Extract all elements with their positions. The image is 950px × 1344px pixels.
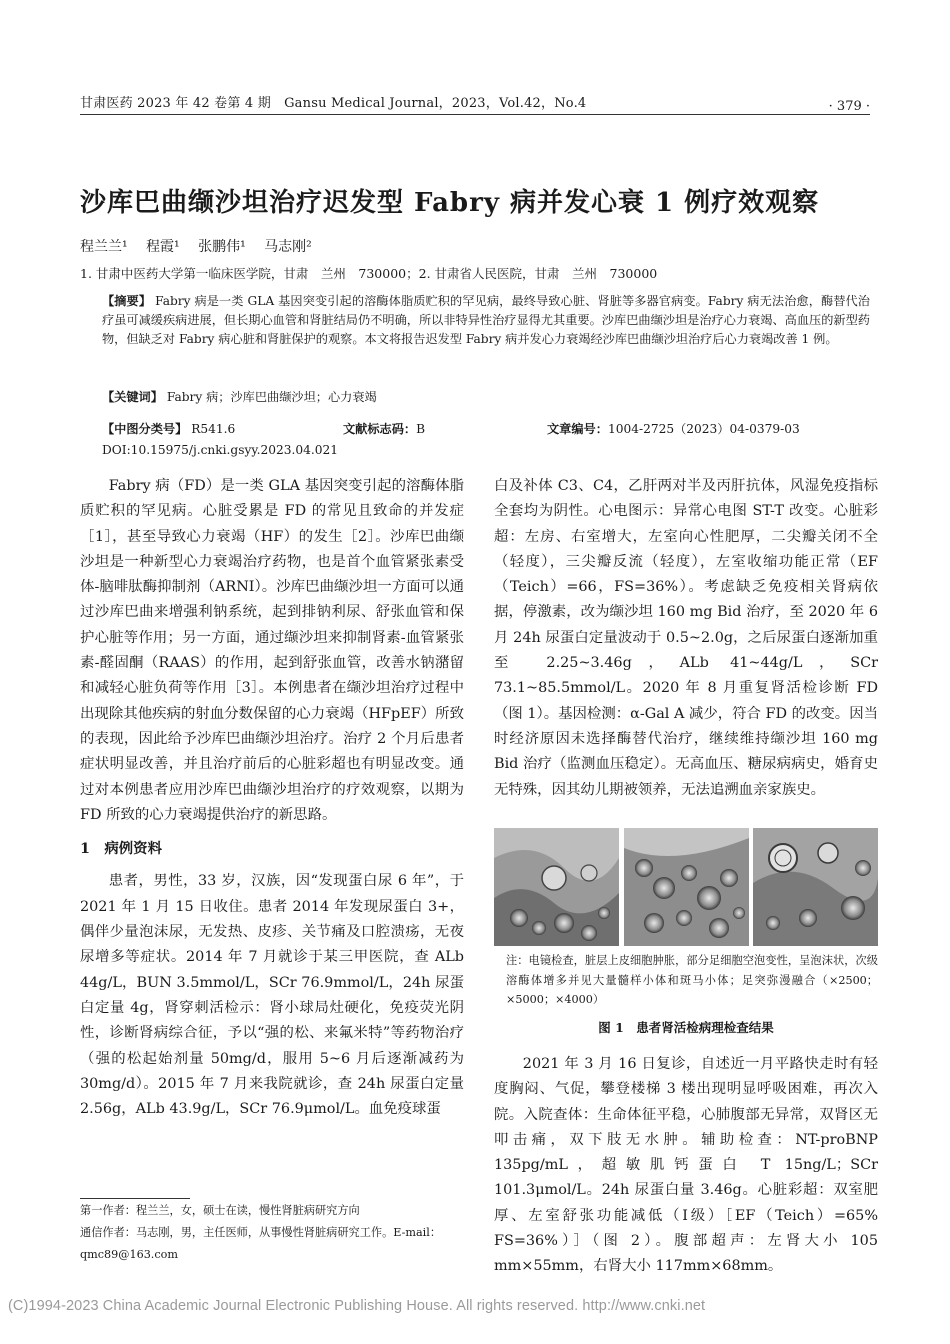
corresponding-author-note: 通信作者：马志刚，男，主任医师，从事慢性肾脏病研究工作。E-mail：qmc89@163.com: [80, 1226, 442, 1261]
copyright-watermark: (C)1994-2023 China Academic Journal Electronic Publishing House. All rights reserved. http://www.cnki.net: [8, 1298, 706, 1314]
article-title: 沙库巴曲缬沙坦治疗迟发型 Fabry 病并发心衰 1 例疗效观察: [80, 188, 820, 218]
abstract-label: 【摘要】: [102, 294, 152, 308]
article-no-value: 1004-2725（2023）04-0379-03: [607, 422, 800, 436]
left-column: [80, 474, 464, 1122]
doc-code-label: 文献标志码：: [343, 422, 417, 436]
keywords-text: Fabry 病；沙库巴曲缬沙坦；心力衰竭: [166, 390, 377, 404]
footnote-rule: [80, 1198, 190, 1199]
micrograph-panel-3: [753, 828, 878, 946]
article-number: [547, 420, 800, 437]
first-author-note: 第一作者：程兰兰，女，硕士在读，慢性肾脏病研究方向: [80, 1204, 360, 1217]
electron-micrograph-panels: [494, 828, 878, 946]
continued-paragraph: 白及补体 C3、C4，乙肝两对半及丙肝抗体，风湿免疫指标全套均为阴性。心电图示：异常心电图 ST-T 改变。心脏彩超：左房、右室增大，左室向心性肥厚，二尖瓣关闭不全（轻度），三尖瓣反流（轻度），左室收缩功能正常（EF（Teich）=66，FS=36%）。考虑缺乏免疫相关肾病依据，停激素，改为缬沙坦 160 mg Bid 治疗，至 2020 年 6 月 24h 尿蛋白定量波动于 0.5~2.0g，之后尿蛋白逐渐加重至 2.25~3.46g，ALb 41~44g/L，SCr 73.1~85.5mmol/L。2020 年 8 月重复肾活检诊断 FD（图 1）。基因检测：α-Gal A 减少，符合 FD 的改变。因当时经济原因未选择酶替代治疗，继续维持缬沙坦 160 mg Bid 治疗（监测血压稳定）。无高血压、糖尿病病史，婚育史无特殊，因其幼儿期被领养，无法追溯血亲家族史。: [494, 478, 878, 798]
running-header: 甘肃医药 2023 年 42 卷第 4 期 Gansu Medical Journal，2023，Vol.42，No.4: [80, 96, 587, 111]
keywords-label: 【关键词】: [102, 390, 163, 404]
abstract: [102, 292, 870, 349]
figure-caption: 图 1 患者肾活检病理检查结果: [598, 1020, 774, 1035]
header-rule: [80, 114, 870, 115]
clc-label: 【中图分类号】: [102, 422, 188, 436]
figure-1: [494, 828, 878, 946]
clc-number: [102, 420, 235, 437]
right-column: [494, 474, 878, 803]
figure-note: 注：电镜检查，脏层上皮细胞肿胀，部分足细胞空泡变性，呈泡沫状，次级溶酶体增多并见大量髓样小体和斑马小体；足突弥漫融合（×2500；×5000；×4000）: [506, 954, 878, 1006]
followup-paragraph: 2021 年 3 月 16 日复诊，自述近一月平路快走时有轻度胸闷、气促，攀登楼梯 3 楼出现明显呼吸困难，再次入院。入院查体：生命体征平稳，心肺腹部无异常，双肾区无叩击痛，双下肢无水肿。辅助检查：NT-proBNP 135pg/mL，超敏肌钙蛋白 T 15ng/L；SCr 101.3μmol/L。24h 尿蛋白量 3.46g。心脏彩超：双室肥厚、左室舒张功能减低（Ⅰ级）［EF（Teich）=65% FS=36%）］（图 2）。腹部超声：左肾大小 105 mm×55mm，右肾大小 117mm×68mm。: [494, 1056, 878, 1275]
page-number: · 379 ·: [828, 99, 870, 114]
keywords: [102, 388, 377, 405]
document-code: [343, 420, 425, 437]
section-heading: 1 病例资料: [80, 840, 162, 858]
affiliations: 1. 甘肃中医药大学第一临床医学院，甘肃 兰州 730000；2. 甘肃省人民医院，甘肃 兰州 730000: [80, 266, 658, 281]
case-paragraph: 患者，男性，33 岁，汉族，因“发现蛋白尿 6 年”，于 2021 年 1 月 15 日收住。患者 2014 年发现尿蛋白 3+，偶伴少量泡沫尿，无发热、皮疹、关节痛及口腔溃疡，无夜尿增多等症状。2014 年 7 月就诊于某三甲医院，查 ALb 44g/L，BUN 3.5mmol/L，SCr 76.9mmol/L，24h 尿蛋白定量 4g，肾穿刺活检示：肾小球局灶硬化，免疫荧光阴性，诊断肾病综合征，予以“强的松、来氟米特”等药物治疗（强的松起始剂量 50mg/d，服用 5~6 月后逐渐减药为 30mg/d）。2015 年 7 月来我院就诊，查 24h 尿蛋白定量 2.56g，ALb 43.9g/L，SCr 76.9μmol/L。血免疫球蛋: [80, 873, 464, 1118]
clc-value: R541.6: [191, 422, 236, 436]
micrograph-panel-2: [624, 828, 749, 946]
right-column-lower: [494, 1052, 878, 1280]
article-no-label: 文章编号：: [547, 422, 608, 436]
intro-paragraph: Fabry 病（FD）是一类 GLA 基因突变引起的溶酶体脂质贮积的罕见病。心脏受累是 FD 的常见且致命的并发症［1］，甚至导致心力衰竭（HF）的发生［2］。沙库巴曲缬沙坦是一种新型心力衰竭治疗药物，也是首个血管紧张素受体-脑啡肽酶抑制剂（ARNI）。沙库巴曲缬沙坦一方面可以通过沙库巴曲来增强利钠系统，起到排钠利尿、舒张血管和保护心脏等作用；另一方面，通过缬沙坦来抑制肾素-血管紧张素-醛固酮（RAAS）的作用，起到舒张血管，改善水钠潴留和减轻心脏负荷等作用［3］。本例患者在缬沙坦治疗过程中出现除其他疾病的射血分数保留的心力衰竭（HFpEF）所致的表现，因此给予沙库巴曲缬沙坦治疗。治疗 2 个月后患者症状明显改善，并且治疗前后的心脏彩超也有明显改变。通过对本例患者应用沙库巴曲缬沙坦治疗的疗效观察，以期为 FD 所致的心力衰竭提供治疗的新思路。: [80, 478, 464, 823]
abstract-text: Fabry 病是一类 GLA 基因突变引起的溶酶体脂质贮积的罕见病，最终导致心脏、肾脏等多器官病变。Fabry 病无法治愈，酶替代治疗虽可减缓疾病进展，但长期心血管和肾脏结局仍不明确，所以非特异性治疗显得尤其重要。沙库巴曲缬沙坦是治疗心力衰竭、高血压的新型药物，但缺乏对 Fabry 病心脏和肾脏保护的观察。本文将报告迟发型 Fabry 病并发心力衰竭经沙库巴曲缬沙坦治疗后心力衰竭改善 1 例。: [102, 294, 870, 346]
micrograph-panel-1: [494, 828, 619, 946]
doc-code-value: B: [416, 422, 426, 436]
doi: DOI:10.15975/j.cnki.gsyy.2023.04.021: [102, 443, 339, 457]
author-list: 程兰兰¹ 程霞¹ 张鹏伟¹ 马志刚²: [80, 239, 312, 255]
